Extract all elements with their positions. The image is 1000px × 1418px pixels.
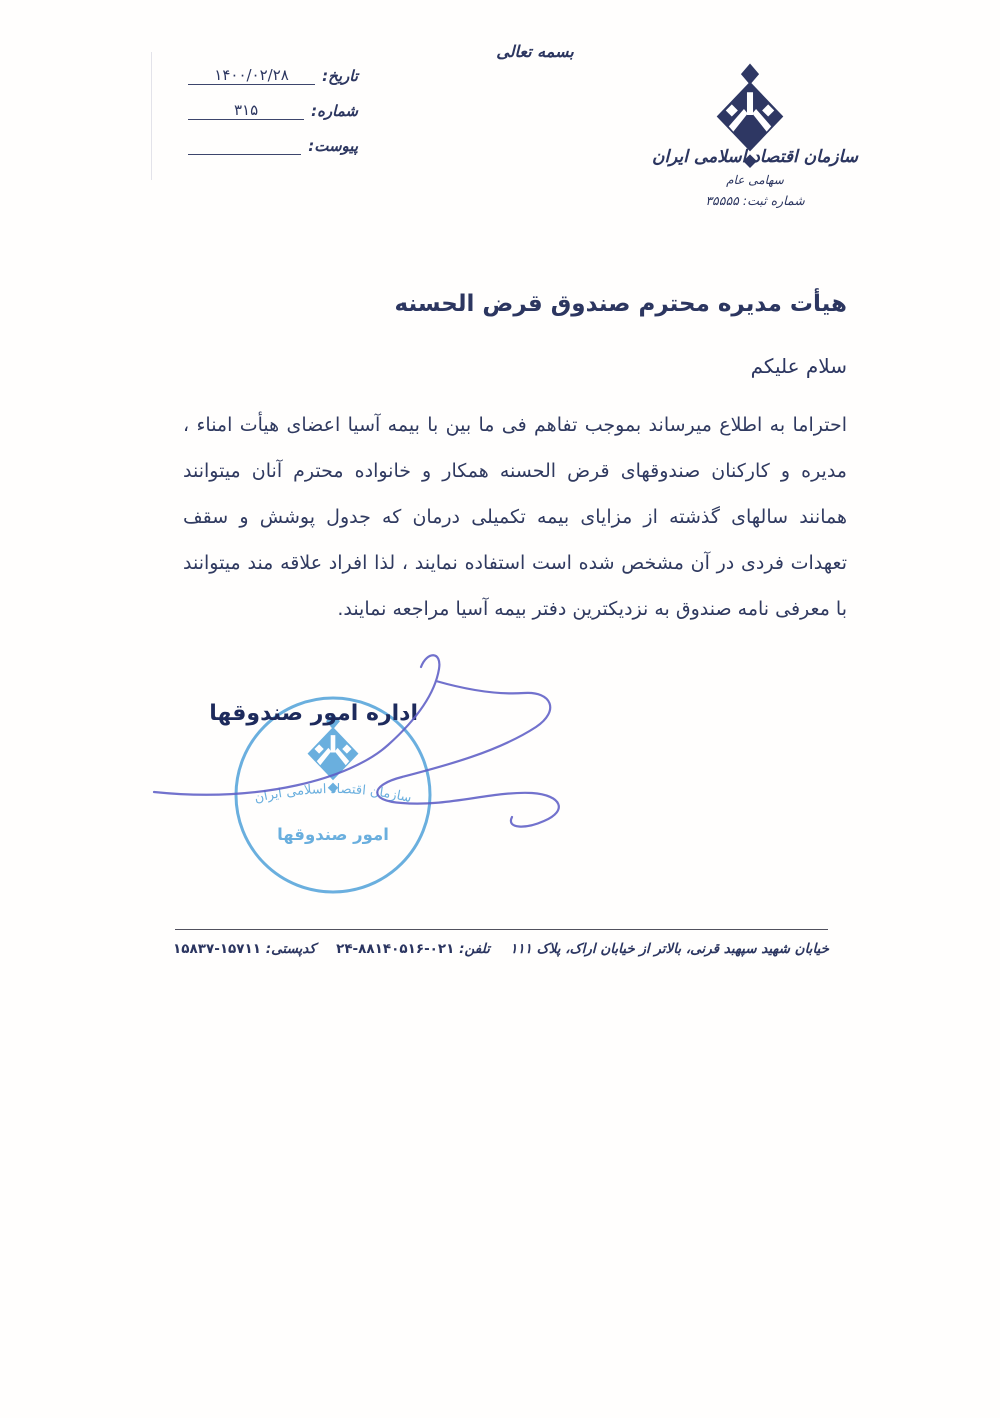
handwritten-signature xyxy=(140,653,580,863)
salutation-text: سلام علیکم xyxy=(750,354,847,378)
number-row xyxy=(188,85,358,120)
body-line: مدیره و کارکنان صندوقهای قرض الحسنه همکار و خانواده محترم آنان میتوانند xyxy=(183,460,847,482)
footer-address: خیابان شهید سپهبد قرنی، بالاتر از خیابان اراک، پلاک ۱۱۱ xyxy=(510,941,829,957)
letter-body xyxy=(183,402,847,632)
bismillah-text: بسمه تعالی xyxy=(496,42,574,61)
attachment-label: پیوست: xyxy=(308,137,358,155)
footer-divider xyxy=(175,929,828,930)
scan-fold-line xyxy=(151,52,152,180)
number-value: ۳۱۵ xyxy=(233,101,259,119)
date-row xyxy=(188,50,358,85)
recipient-heading: هیأت مدیره محترم صندوق قرض الحسنه xyxy=(394,291,847,317)
registration-number: شماره ثبت: ۳۵۵۵۵ xyxy=(705,193,805,208)
phone-label: تلفن: xyxy=(459,941,490,957)
body-line: با معرفی نامه صندوق به نزدیکترین دفتر بیمه آسیا مراجعه نمایند. xyxy=(337,598,847,620)
date-value-line xyxy=(188,67,315,85)
organization-type: سهامی عام xyxy=(726,173,784,187)
letterhead-block xyxy=(625,147,885,208)
postal-label: کدپستی: xyxy=(265,941,316,957)
number-label: شماره: xyxy=(311,102,358,120)
organization-name: سازمان اقتصاد اسلامی ایران xyxy=(651,147,859,167)
date-value: ۱۴۰۰/۰۲/۲۸ xyxy=(214,66,289,84)
postal-value: ۱۵۸۳۷-۱۵۷۱۱ xyxy=(173,941,262,957)
department-title: اداره امور صندوقها xyxy=(209,701,418,726)
attachment-row xyxy=(188,120,358,155)
phone-value: ۲۴-۸۸۱۴۰۵۱۶-۰۲۱ xyxy=(336,941,455,957)
attachment-value-line xyxy=(188,154,301,155)
stamp-ring-text: سازمان اقتصاد اسلامی ایران xyxy=(253,781,413,807)
date-label: تاریخ: xyxy=(322,67,358,85)
body-line: تعهدات فردی در آن مشخص شده است استفاده نمایند ، لذا افراد علاقه مند میتوانند xyxy=(183,552,847,574)
letter-meta-block xyxy=(188,50,358,155)
footer-postal xyxy=(173,941,316,957)
body-line: احتراما به اطلاع میرساند بموجب تفاهم فی ما بین با بیمه آسیا اعضای هیأت امناء ، xyxy=(183,414,847,436)
stamp-inner-text: امور صندوقها xyxy=(277,825,389,844)
footer-contact-line xyxy=(120,941,882,957)
footer-phone xyxy=(336,941,490,957)
number-value-line xyxy=(188,102,304,120)
body-line: همانند سالهای گذشته از مزایای بیمه تکمیلی درمان که جدول پوشش و سقف xyxy=(183,506,847,528)
